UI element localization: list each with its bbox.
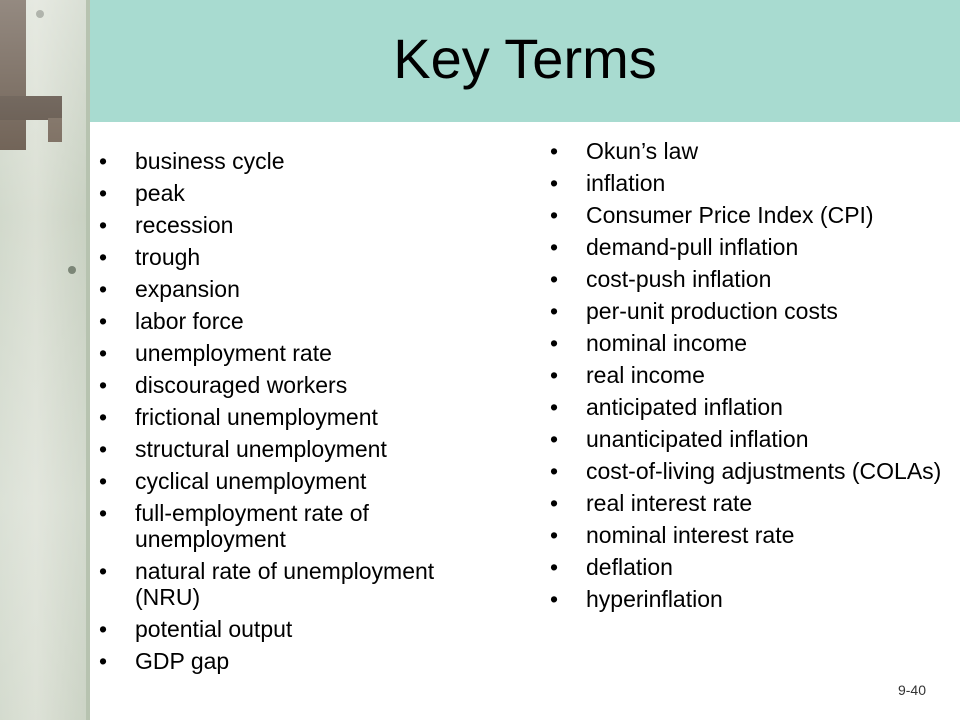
term-item [550, 522, 950, 548]
term-item [99, 276, 499, 302]
term-item [550, 426, 950, 452]
term-item [99, 308, 499, 334]
term-text: business cycle [135, 148, 285, 174]
left-term-list [99, 148, 499, 680]
term-text: frictional unemployment [135, 404, 378, 430]
bullet-icon: • [99, 404, 108, 430]
term-text: cost-push inflation [586, 266, 772, 292]
term-item [550, 330, 950, 356]
term-item [550, 202, 950, 228]
bullet-icon: • [99, 436, 108, 462]
term-text: cyclical unemployment [135, 468, 367, 494]
term-text: potential output [135, 616, 293, 642]
term-item [99, 468, 499, 494]
bullet-icon: • [550, 298, 559, 324]
bullet-icon: • [99, 558, 108, 584]
bullet-icon: • [99, 372, 108, 398]
term-text: expansion [135, 276, 240, 302]
bullet-icon: • [99, 244, 108, 270]
bullet-icon: • [550, 522, 559, 548]
term-text: unemployment rate [135, 340, 332, 366]
term-text: Okun’s law [586, 138, 699, 164]
term-item [550, 458, 950, 484]
bullet-icon: • [550, 394, 559, 420]
bullet-icon: • [550, 330, 559, 356]
term-item [550, 394, 950, 420]
bullet-icon: • [550, 266, 559, 292]
term-text: nominal interest rate [586, 522, 795, 548]
term-item [99, 372, 499, 398]
bullet-icon: • [99, 308, 108, 334]
term-item [550, 554, 950, 580]
term-item [99, 616, 499, 642]
bullet-icon: • [99, 468, 108, 494]
term-item [99, 244, 499, 270]
term-item [99, 436, 499, 462]
term-text: inflation [586, 170, 666, 196]
bullet-icon: • [550, 202, 559, 228]
term-text: Consumer Price Index (CPI) [586, 202, 874, 228]
term-text: structural unemployment [135, 436, 387, 462]
bullet-icon: • [550, 170, 559, 196]
term-text: real interest rate [586, 490, 753, 516]
term-item [550, 586, 950, 612]
term-item [99, 558, 499, 610]
term-text: trough [135, 244, 201, 270]
term-text: cost-of-living adjustments (COLAs) [586, 458, 942, 484]
bullet-icon: • [99, 648, 108, 674]
term-item [550, 170, 950, 196]
bullet-icon: • [99, 212, 108, 238]
term-text: labor force [135, 308, 244, 334]
bullet-icon: • [550, 138, 559, 164]
slide-title: Key Terms [393, 27, 657, 90]
bullet-icon: • [99, 616, 108, 642]
term-item [550, 266, 950, 292]
term-item [550, 490, 950, 516]
bullet-icon: • [99, 180, 108, 206]
slide-number: 9-40 [897, 682, 926, 698]
term-item [99, 340, 499, 366]
bullet-icon: • [550, 586, 559, 612]
term-item [99, 648, 499, 674]
term-text: peak [135, 180, 185, 206]
bullet-icon: • [550, 362, 559, 388]
bullet-icon: • [550, 458, 559, 484]
term-item [550, 234, 950, 260]
term-text: per-unit production costs [586, 298, 838, 324]
term-item [99, 148, 499, 174]
term-item [99, 404, 499, 430]
bullet-icon: • [99, 276, 108, 302]
term-text: deflation [586, 554, 673, 580]
term-text: nominal income [586, 330, 748, 356]
term-item [99, 180, 499, 206]
bullet-icon: • [99, 500, 108, 526]
term-text: discouraged workers [135, 372, 348, 398]
term-item [550, 138, 950, 164]
term-item [99, 212, 499, 238]
term-text: GDP gap [135, 648, 230, 674]
term-item [550, 362, 950, 388]
bullet-icon: • [550, 426, 559, 452]
glass-reflection [0, 0, 90, 720]
bullet-icon: • [550, 234, 559, 260]
term-text: full-employment rate of unemployment [135, 500, 369, 552]
bullet-icon: • [99, 148, 108, 174]
term-text: hyperinflation [586, 586, 723, 612]
bullet-icon: • [550, 490, 559, 516]
term-text: natural rate of unemployment (NRU) [135, 558, 435, 610]
term-item [99, 500, 499, 552]
term-text: recession [135, 212, 234, 238]
term-text: demand-pull inflation [586, 234, 799, 260]
bullet-icon: • [99, 340, 108, 366]
right-term-list [550, 138, 950, 618]
bullet-icon: • [550, 554, 559, 580]
term-text: anticipated inflation [586, 394, 783, 420]
decorative-photo-strip [0, 0, 90, 720]
term-item [550, 298, 950, 324]
term-text: unanticipated inflation [586, 426, 809, 452]
term-text: real income [586, 362, 705, 388]
